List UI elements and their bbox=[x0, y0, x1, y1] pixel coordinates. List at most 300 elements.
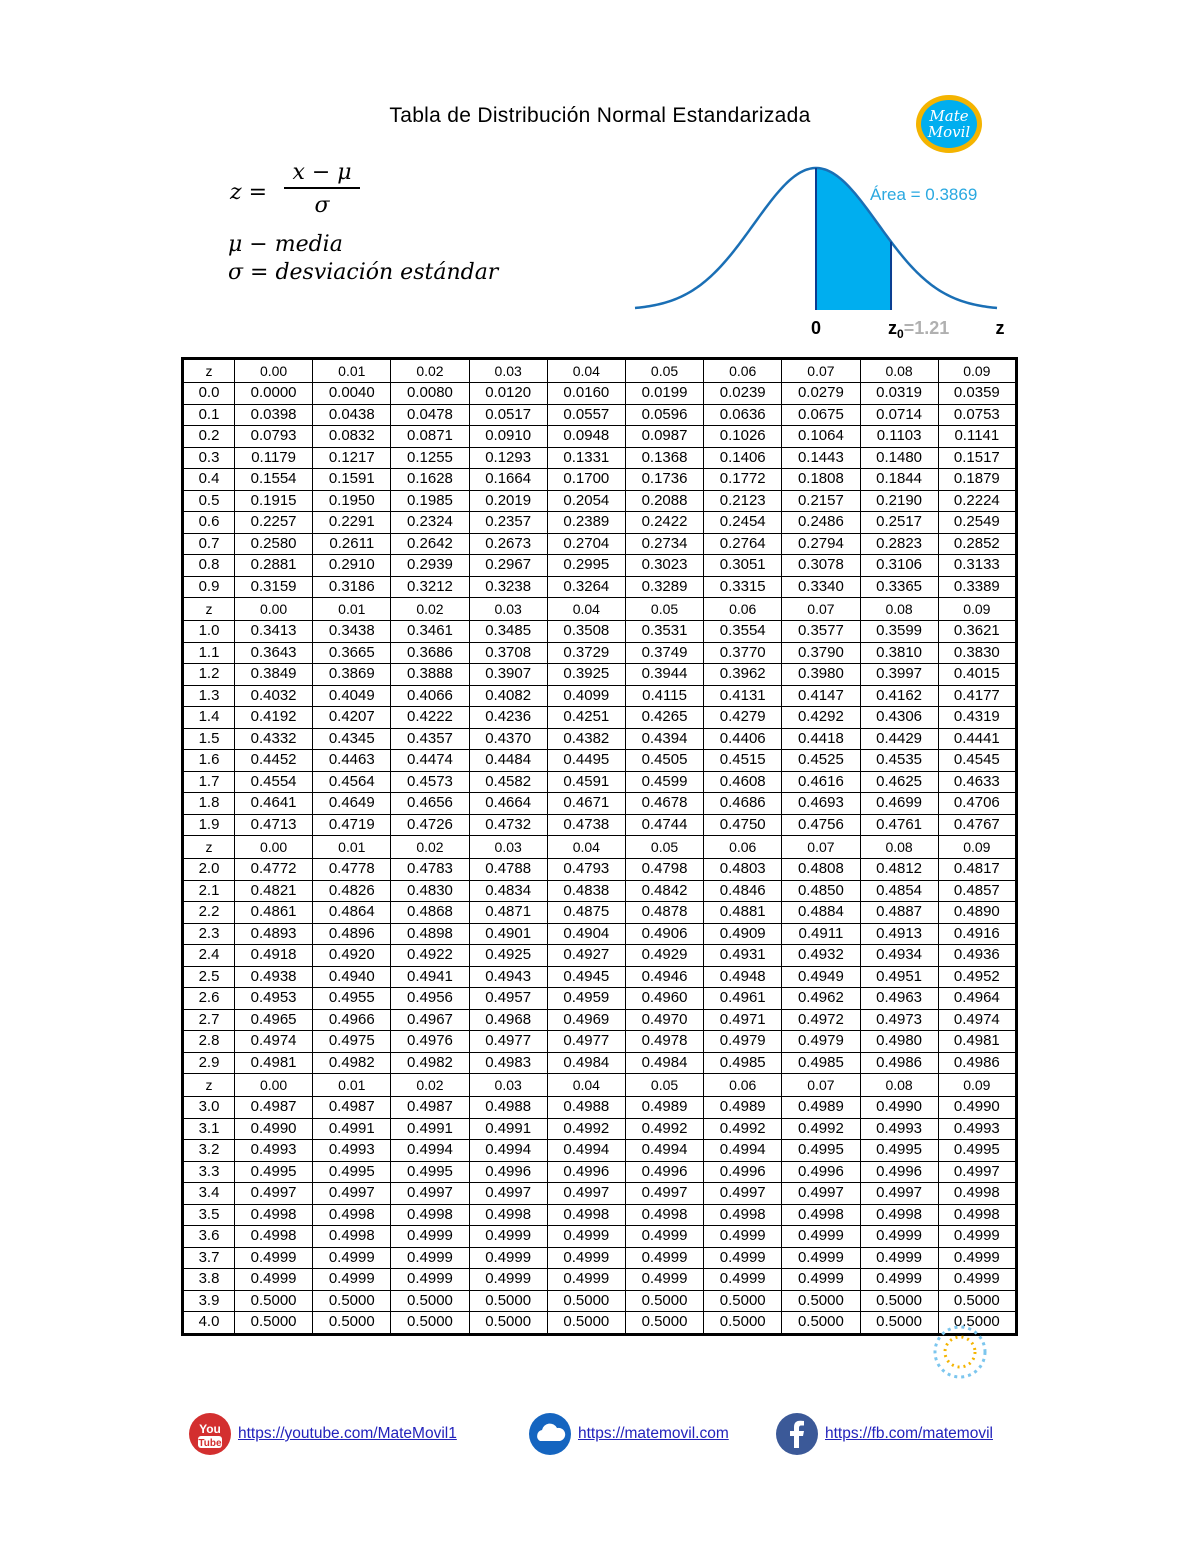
table-cell: 0.4608 bbox=[704, 771, 782, 793]
table-cell: 0.3485 bbox=[469, 621, 547, 643]
table-cell: 0.3315 bbox=[704, 576, 782, 598]
table-cell: 0.3078 bbox=[782, 555, 860, 577]
table-cell: 0.3212 bbox=[391, 576, 469, 598]
table-cell: 0.4998 bbox=[235, 1226, 313, 1248]
row-z-value: 4.0 bbox=[183, 1312, 235, 1335]
table-cell: 0.4957 bbox=[469, 988, 547, 1010]
table-cell: 0.2324 bbox=[391, 512, 469, 534]
table-cell: 0.4738 bbox=[547, 814, 625, 836]
table-cell: 0.2157 bbox=[782, 490, 860, 512]
table-cell: 0.4591 bbox=[547, 771, 625, 793]
table-cell: 0.4678 bbox=[625, 793, 703, 815]
table-cell: 0.4997 bbox=[625, 1183, 703, 1205]
table-cell: 0.4925 bbox=[469, 945, 547, 967]
table-cell: 0.3907 bbox=[469, 664, 547, 686]
table-cell: 0.4830 bbox=[391, 880, 469, 902]
table-row bbox=[183, 1097, 1017, 1119]
table-cell: 0.4993 bbox=[313, 1140, 391, 1162]
table-cell: 0.2486 bbox=[782, 512, 860, 534]
table-cell: 0.4931 bbox=[704, 945, 782, 967]
table-cell: 0.4948 bbox=[704, 966, 782, 988]
table-cell: 0.4982 bbox=[313, 1052, 391, 1074]
table-cell: 0.2357 bbox=[469, 512, 547, 534]
logo-line2: Movil bbox=[927, 123, 971, 141]
header-col: 0.08 bbox=[860, 598, 938, 621]
table-cell: 0.4976 bbox=[391, 1031, 469, 1053]
table-cell: 0.4838 bbox=[547, 880, 625, 902]
table-cell: 0.4554 bbox=[235, 771, 313, 793]
table-row bbox=[183, 1161, 1017, 1183]
row-z-value: 0.2 bbox=[183, 426, 235, 448]
table-cell: 0.4861 bbox=[235, 902, 313, 924]
table-cell: 0.4115 bbox=[625, 685, 703, 707]
table-cell: 0.4918 bbox=[235, 945, 313, 967]
table-cell: 0.2673 bbox=[469, 533, 547, 555]
table-cell: 0.2389 bbox=[547, 512, 625, 534]
table-cell: 0.4772 bbox=[235, 859, 313, 881]
table-cell: 0.4998 bbox=[704, 1204, 782, 1226]
table-cell: 0.3051 bbox=[704, 555, 782, 577]
table-cell: 0.4997 bbox=[469, 1183, 547, 1205]
table-cell: 0.2454 bbox=[704, 512, 782, 534]
table-cell: 0.5000 bbox=[469, 1312, 547, 1335]
table-cell: 0.4999 bbox=[469, 1247, 547, 1269]
table-cell: 0.4985 bbox=[782, 1052, 860, 1074]
table-cell: 0.4999 bbox=[625, 1269, 703, 1291]
table-cell: 0.4927 bbox=[547, 945, 625, 967]
table-cell: 0.4952 bbox=[938, 966, 1016, 988]
facebook-icon[interactable] bbox=[775, 1412, 819, 1456]
table-cell: 0.4994 bbox=[391, 1140, 469, 1162]
table-cell: 0.3729 bbox=[547, 642, 625, 664]
table-cell: 0.4032 bbox=[235, 685, 313, 707]
formula-lhs: z = bbox=[230, 180, 268, 205]
table-cell: 0.2224 bbox=[938, 490, 1016, 512]
table-cell: 0.2088 bbox=[625, 490, 703, 512]
table-row bbox=[183, 1204, 1017, 1226]
table-cell: 0.4997 bbox=[391, 1183, 469, 1205]
table-cell: 0.0557 bbox=[547, 404, 625, 426]
table-cell: 0.5000 bbox=[704, 1312, 782, 1335]
table-cell: 0.4147 bbox=[782, 685, 860, 707]
table-cell: 0.1179 bbox=[235, 447, 313, 469]
row-z-value: 2.3 bbox=[183, 923, 235, 945]
table-cell: 0.4761 bbox=[860, 814, 938, 836]
z0-label-group bbox=[888, 318, 949, 341]
header-col: 0.06 bbox=[704, 598, 782, 621]
table-cell: 0.5000 bbox=[391, 1290, 469, 1312]
table-cell: 0.0517 bbox=[469, 404, 547, 426]
table-cell: 0.2257 bbox=[235, 512, 313, 534]
table-cell: 0.3770 bbox=[704, 642, 782, 664]
youtube-link-item[interactable] bbox=[188, 1412, 457, 1456]
table-row bbox=[183, 642, 1017, 664]
table-cell: 0.4995 bbox=[313, 1161, 391, 1183]
table-cell: 0.4664 bbox=[469, 793, 547, 815]
table-cell: 0.4977 bbox=[547, 1031, 625, 1053]
header-col: 0.04 bbox=[547, 1074, 625, 1097]
table-cell: 0.4767 bbox=[938, 814, 1016, 836]
table-cell: 0.4573 bbox=[391, 771, 469, 793]
table-cell: 0.4429 bbox=[860, 728, 938, 750]
table-cell: 0.3531 bbox=[625, 621, 703, 643]
table-cell: 0.4279 bbox=[704, 707, 782, 729]
table-header-row bbox=[183, 1074, 1017, 1097]
table-cell: 0.3554 bbox=[704, 621, 782, 643]
table-cell: 0.4980 bbox=[860, 1031, 938, 1053]
row-z-value: 0.0 bbox=[183, 383, 235, 405]
table-cell: 0.4997 bbox=[313, 1183, 391, 1205]
table-cell: 0.4990 bbox=[938, 1097, 1016, 1119]
table-cell: 0.4998 bbox=[938, 1183, 1016, 1205]
row-z-value: 0.9 bbox=[183, 576, 235, 598]
table-cell: 0.4783 bbox=[391, 859, 469, 881]
table-cell: 0.5000 bbox=[391, 1312, 469, 1335]
table-cell: 0.2995 bbox=[547, 555, 625, 577]
table-cell: 0.4986 bbox=[860, 1052, 938, 1074]
row-z-value: 0.8 bbox=[183, 555, 235, 577]
table-cell: 0.2549 bbox=[938, 512, 1016, 534]
table-cell: 0.4732 bbox=[469, 814, 547, 836]
table-cell: 0.1368 bbox=[625, 447, 703, 469]
table-cell: 0.4207 bbox=[313, 707, 391, 729]
table-cell: 0.4599 bbox=[625, 771, 703, 793]
table-cell: 0.4932 bbox=[782, 945, 860, 967]
table-cell: 0.3830 bbox=[938, 642, 1016, 664]
table-cell: 0.4713 bbox=[235, 814, 313, 836]
row-z-value: 2.0 bbox=[183, 859, 235, 881]
table-cell: 0.4015 bbox=[938, 664, 1016, 686]
table-cell: 0.4131 bbox=[704, 685, 782, 707]
table-cell: 0.4996 bbox=[625, 1161, 703, 1183]
table-row bbox=[183, 1290, 1017, 1312]
facebook-link[interactable]: https://fb.com/matemovil bbox=[825, 1425, 993, 1442]
z-axis-label: z bbox=[995, 318, 1005, 338]
table-row bbox=[183, 469, 1017, 491]
table-cell: 0.3643 bbox=[235, 642, 313, 664]
facebook-link-item[interactable] bbox=[775, 1412, 993, 1456]
table-cell: 0.4993 bbox=[235, 1140, 313, 1162]
table-cell: 0.4332 bbox=[235, 728, 313, 750]
table-cell: 0.4989 bbox=[704, 1097, 782, 1119]
table-cell: 0.4953 bbox=[235, 988, 313, 1010]
table-cell: 0.4922 bbox=[391, 945, 469, 967]
header-col: 0.05 bbox=[625, 359, 703, 383]
table-row bbox=[183, 621, 1017, 643]
header-col: 0.03 bbox=[469, 1074, 547, 1097]
table-cell: 0.4633 bbox=[938, 771, 1016, 793]
header-col: 0.00 bbox=[235, 359, 313, 383]
header-col: 0.05 bbox=[625, 836, 703, 859]
table-cell: 0.0160 bbox=[547, 383, 625, 405]
table-row bbox=[183, 555, 1017, 577]
table-cell: 0.3790 bbox=[782, 642, 860, 664]
table-cell: 0.4936 bbox=[938, 945, 1016, 967]
table-cell: 0.5000 bbox=[625, 1290, 703, 1312]
table-cell: 0.3686 bbox=[391, 642, 469, 664]
table-cell: 0.4864 bbox=[313, 902, 391, 924]
table-cell: 0.4382 bbox=[547, 728, 625, 750]
table-cell: 0.3413 bbox=[235, 621, 313, 643]
table-cell: 0.4941 bbox=[391, 966, 469, 988]
table-row bbox=[183, 859, 1017, 881]
table-cell: 0.4222 bbox=[391, 707, 469, 729]
table-cell: 0.4998 bbox=[313, 1226, 391, 1248]
table-cell: 0.4996 bbox=[782, 1161, 860, 1183]
table-cell: 0.1985 bbox=[391, 490, 469, 512]
table-cell: 0.4082 bbox=[469, 685, 547, 707]
header-z: z bbox=[183, 836, 235, 859]
table-cell: 0.1700 bbox=[547, 469, 625, 491]
table-cell: 0.4515 bbox=[704, 750, 782, 772]
table-cell: 0.4967 bbox=[391, 1009, 469, 1031]
table-cell: 0.4999 bbox=[938, 1226, 1016, 1248]
row-z-value: 3.8 bbox=[183, 1269, 235, 1291]
table-cell: 0.4999 bbox=[391, 1269, 469, 1291]
table-cell: 0.3289 bbox=[625, 576, 703, 598]
row-z-value: 1.3 bbox=[183, 685, 235, 707]
table-cell: 0.1443 bbox=[782, 447, 860, 469]
table-cell: 0.4998 bbox=[391, 1204, 469, 1226]
table-cell: 0.5000 bbox=[313, 1312, 391, 1335]
header-col: 0.06 bbox=[704, 359, 782, 383]
table-cell: 0.5000 bbox=[860, 1290, 938, 1312]
table-cell: 0.0948 bbox=[547, 426, 625, 448]
table-cell: 0.3810 bbox=[860, 642, 938, 664]
table-cell: 0.4812 bbox=[860, 859, 938, 881]
row-z-value: 2.1 bbox=[183, 880, 235, 902]
table-cell: 0.4974 bbox=[938, 1009, 1016, 1031]
table-cell: 0.4901 bbox=[469, 923, 547, 945]
header-col: 0.07 bbox=[782, 1074, 860, 1097]
table-cell: 0.4988 bbox=[469, 1097, 547, 1119]
table-cell: 0.4984 bbox=[625, 1052, 703, 1074]
table-cell: 0.0987 bbox=[625, 426, 703, 448]
youtube-icon[interactable] bbox=[188, 1412, 232, 1456]
table-cell: 0.4726 bbox=[391, 814, 469, 836]
table-cell: 0.4996 bbox=[704, 1161, 782, 1183]
row-z-value: 0.5 bbox=[183, 490, 235, 512]
table-row bbox=[183, 707, 1017, 729]
table-cell: 0.1736 bbox=[625, 469, 703, 491]
table-row bbox=[183, 988, 1017, 1010]
table-cell: 0.4525 bbox=[782, 750, 860, 772]
table-cell: 0.4999 bbox=[704, 1247, 782, 1269]
web-link-item[interactable] bbox=[528, 1412, 729, 1456]
table-cell: 0.4929 bbox=[625, 945, 703, 967]
table-cell: 0.4996 bbox=[469, 1161, 547, 1183]
table-cell: 0.4904 bbox=[547, 923, 625, 945]
table-row bbox=[183, 685, 1017, 707]
table-cell: 0.4960 bbox=[625, 988, 703, 1010]
table-cell: 0.2704 bbox=[547, 533, 625, 555]
row-z-value: 3.2 bbox=[183, 1140, 235, 1162]
row-z-value: 1.6 bbox=[183, 750, 235, 772]
z0-value: =1.21 bbox=[903, 318, 950, 338]
header-col: 0.06 bbox=[704, 836, 782, 859]
table-cell: 0.0000 bbox=[235, 383, 313, 405]
table-cell: 0.4452 bbox=[235, 750, 313, 772]
table-cell: 0.4994 bbox=[547, 1140, 625, 1162]
table-cell: 0.4997 bbox=[860, 1183, 938, 1205]
table-cell: 0.3264 bbox=[547, 576, 625, 598]
table-cell: 0.4850 bbox=[782, 880, 860, 902]
table-cell: 0.4999 bbox=[469, 1269, 547, 1291]
table-cell: 0.1331 bbox=[547, 447, 625, 469]
table-cell: 0.0398 bbox=[235, 404, 313, 426]
row-z-value: 1.1 bbox=[183, 642, 235, 664]
table-cell: 0.2580 bbox=[235, 533, 313, 555]
table-cell: 0.5000 bbox=[469, 1290, 547, 1312]
normal-curve-diagram bbox=[630, 150, 1020, 350]
table-cell: 0.4982 bbox=[391, 1052, 469, 1074]
table-cell: 0.4956 bbox=[391, 988, 469, 1010]
table-cell: 0.4999 bbox=[313, 1247, 391, 1269]
table-cell: 0.1064 bbox=[782, 426, 860, 448]
table-cell: 0.4996 bbox=[547, 1161, 625, 1183]
table-cell: 0.3869 bbox=[313, 664, 391, 686]
table-cell: 0.4994 bbox=[704, 1140, 782, 1162]
table-cell: 0.4319 bbox=[938, 707, 1016, 729]
table-cell: 0.0239 bbox=[704, 383, 782, 405]
table-row bbox=[183, 1052, 1017, 1074]
header-col: 0.06 bbox=[704, 1074, 782, 1097]
row-z-value: 1.4 bbox=[183, 707, 235, 729]
header-col: 0.03 bbox=[469, 836, 547, 859]
row-z-value: 2.9 bbox=[183, 1052, 235, 1074]
table-header-row bbox=[183, 359, 1017, 383]
table-cell: 0.4940 bbox=[313, 966, 391, 988]
table-row bbox=[183, 533, 1017, 555]
table-cell: 0.4975 bbox=[313, 1031, 391, 1053]
table-cell: 0.4986 bbox=[938, 1052, 1016, 1074]
table-cell: 0.4987 bbox=[391, 1097, 469, 1119]
table-cell: 0.4793 bbox=[547, 859, 625, 881]
table-cell: 0.0675 bbox=[782, 404, 860, 426]
table-cell: 0.4997 bbox=[704, 1183, 782, 1205]
header-col: 0.03 bbox=[469, 598, 547, 621]
row-z-value: 1.0 bbox=[183, 621, 235, 643]
table-cell: 0.2611 bbox=[313, 533, 391, 555]
table-cell: 0.4999 bbox=[860, 1247, 938, 1269]
table-cell: 0.5000 bbox=[782, 1312, 860, 1335]
table-cell: 0.3340 bbox=[782, 576, 860, 598]
table-cell: 0.3159 bbox=[235, 576, 313, 598]
table-cell: 0.1406 bbox=[704, 447, 782, 469]
table-cell: 0.0636 bbox=[704, 404, 782, 426]
row-z-value: 3.7 bbox=[183, 1247, 235, 1269]
table-row bbox=[183, 880, 1017, 902]
table-cell: 0.4997 bbox=[782, 1183, 860, 1205]
table-row bbox=[183, 814, 1017, 836]
table-cell: 0.0199 bbox=[625, 383, 703, 405]
table-cell: 0.0120 bbox=[469, 383, 547, 405]
youtube-link[interactable]: https://youtube.com/MateMovil1 bbox=[238, 1425, 457, 1442]
header-col: 0.08 bbox=[860, 836, 938, 859]
table-cell: 0.4999 bbox=[625, 1247, 703, 1269]
table-cell: 0.4979 bbox=[704, 1031, 782, 1053]
table-cell: 0.4834 bbox=[469, 880, 547, 902]
header-col: 0.07 bbox=[782, 836, 860, 859]
table-cell: 0.4066 bbox=[391, 685, 469, 707]
table-cell: 0.4987 bbox=[235, 1097, 313, 1119]
table-cell: 0.5000 bbox=[547, 1290, 625, 1312]
table-cell: 0.0359 bbox=[938, 383, 1016, 405]
table-cell: 0.4969 bbox=[547, 1009, 625, 1031]
row-z-value: 3.0 bbox=[183, 1097, 235, 1119]
table-cell: 0.4394 bbox=[625, 728, 703, 750]
table-cell: 0.5000 bbox=[313, 1290, 391, 1312]
table-cell: 0.4649 bbox=[313, 793, 391, 815]
table-cell: 0.1103 bbox=[860, 426, 938, 448]
table-row bbox=[183, 383, 1017, 405]
z0-label: z bbox=[888, 318, 897, 338]
table-cell: 0.3708 bbox=[469, 642, 547, 664]
table-cell: 0.4972 bbox=[782, 1009, 860, 1031]
header-col: 0.09 bbox=[938, 836, 1016, 859]
table-cell: 0.3665 bbox=[313, 642, 391, 664]
table-cell: 0.5000 bbox=[938, 1312, 1016, 1335]
table-cell: 0.4996 bbox=[860, 1161, 938, 1183]
table-cell: 0.4699 bbox=[860, 793, 938, 815]
table-cell: 0.1026 bbox=[704, 426, 782, 448]
table-cell: 0.4251 bbox=[547, 707, 625, 729]
table-cell: 0.4995 bbox=[391, 1161, 469, 1183]
header-z: z bbox=[183, 359, 235, 383]
header-col: 0.04 bbox=[547, 598, 625, 621]
table-cell: 0.2054 bbox=[547, 490, 625, 512]
row-z-value: 3.4 bbox=[183, 1183, 235, 1205]
table-cell: 0.4999 bbox=[391, 1247, 469, 1269]
table-cell: 0.4989 bbox=[625, 1097, 703, 1119]
formula-sd-definition: σ = desviación estándar bbox=[228, 260, 499, 285]
table-cell: 0.4983 bbox=[469, 1052, 547, 1074]
table-cell: 0.0871 bbox=[391, 426, 469, 448]
table-cell: 0.4495 bbox=[547, 750, 625, 772]
table-row bbox=[183, 1118, 1017, 1140]
table-cell: 0.1591 bbox=[313, 469, 391, 491]
table-cell: 0.4441 bbox=[938, 728, 1016, 750]
row-z-value: 2.6 bbox=[183, 988, 235, 1010]
table-cell: 0.4998 bbox=[469, 1204, 547, 1226]
table-cell: 0.4981 bbox=[938, 1031, 1016, 1053]
table-cell: 0.4177 bbox=[938, 685, 1016, 707]
table-cell: 0.4357 bbox=[391, 728, 469, 750]
row-z-value: 2.2 bbox=[183, 902, 235, 924]
header-col: 0.09 bbox=[938, 598, 1016, 621]
header-col: 0.02 bbox=[391, 836, 469, 859]
table-cell: 0.4803 bbox=[704, 859, 782, 881]
table-cell: 0.4920 bbox=[313, 945, 391, 967]
row-z-value: 0.1 bbox=[183, 404, 235, 426]
cloud-icon[interactable] bbox=[528, 1412, 572, 1456]
table-cell: 0.0910 bbox=[469, 426, 547, 448]
web-link[interactable]: https://matemovil.com bbox=[578, 1425, 729, 1442]
table-cell: 0.4898 bbox=[391, 923, 469, 945]
table-cell: 0.4535 bbox=[860, 750, 938, 772]
table-cell: 0.1628 bbox=[391, 469, 469, 491]
table-cell: 0.4968 bbox=[469, 1009, 547, 1031]
table-row bbox=[183, 1226, 1017, 1248]
table-cell: 0.4418 bbox=[782, 728, 860, 750]
table-cell: 0.4994 bbox=[469, 1140, 547, 1162]
header-col: 0.00 bbox=[235, 836, 313, 859]
table-cell: 0.4099 bbox=[547, 685, 625, 707]
table-row bbox=[183, 771, 1017, 793]
header-col: 0.07 bbox=[782, 359, 860, 383]
table-row bbox=[183, 1009, 1017, 1031]
table-cell: 0.0319 bbox=[860, 383, 938, 405]
